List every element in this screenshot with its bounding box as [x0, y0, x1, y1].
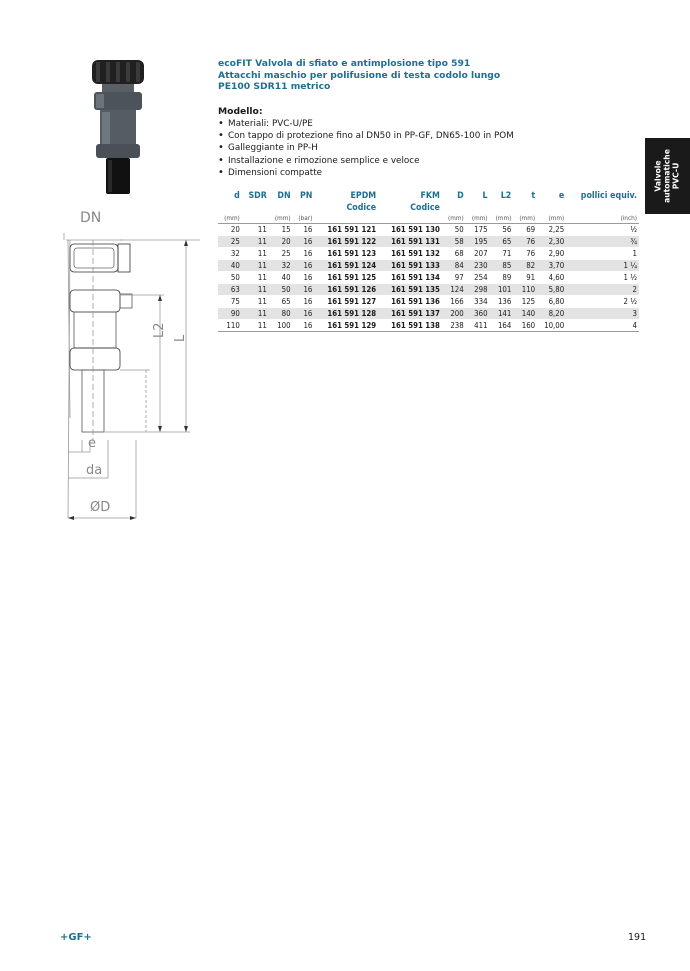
dim-dn-label: DN	[80, 210, 102, 226]
dim-d-label: ØD	[90, 500, 111, 515]
table-cell: 230	[466, 260, 490, 272]
table-cell: 32	[218, 248, 242, 260]
table-cell: 207	[466, 248, 490, 260]
col-header-sub: Codice	[346, 202, 377, 213]
unit-label: (inch)	[566, 214, 639, 224]
table-cell: 50	[442, 224, 466, 236]
table-cell: 75	[218, 296, 242, 308]
table-cell: 11	[242, 296, 269, 308]
table-cell: 40	[218, 260, 242, 272]
table-cell: 50	[269, 284, 293, 296]
table-cell: 65	[269, 296, 293, 308]
technical-drawing	[60, 200, 200, 529]
table-row	[218, 320, 639, 332]
table-cell: 2 ½	[566, 296, 639, 308]
table-cell: 84	[442, 260, 466, 272]
bullet-icon: •	[218, 130, 224, 142]
table-cell: 161 591 129	[314, 320, 378, 332]
table-cell: 11	[242, 320, 269, 332]
col-header-sub: Codice	[410, 202, 440, 213]
table-cell: 2,90	[537, 248, 566, 260]
table-cell: 58	[442, 236, 466, 248]
table-cell: 16	[293, 320, 315, 332]
table-cell: 16	[293, 260, 315, 272]
table-header-row	[218, 191, 639, 202]
table-cell: 161 591 130	[378, 224, 442, 236]
unit-label	[242, 214, 269, 224]
table-cell: 2,30	[537, 236, 566, 248]
table-cell: 69	[513, 224, 537, 236]
table-cell: 161 591 124	[314, 260, 378, 272]
table-cell: 175	[466, 224, 490, 236]
table-cell: 1	[566, 248, 639, 260]
table-cell: 85	[490, 260, 514, 272]
table-cell: 16	[293, 272, 315, 284]
col-header: DN	[277, 191, 291, 201]
title-line-3: PE100 SDR11 metrico	[218, 81, 331, 92]
title-line-2: Attacchi maschio per polifusione di testa codolo lungo	[218, 69, 501, 81]
col-header: e	[558, 191, 565, 201]
table-cell: 254	[466, 272, 490, 284]
model-label: Modello:	[218, 106, 263, 117]
table-cell: 164	[490, 320, 514, 332]
table-cell: 411	[466, 320, 490, 332]
dim-e-label: e	[88, 436, 96, 451]
table-cell: 161 591 137	[378, 308, 442, 320]
spec-table	[218, 191, 639, 332]
bullet-icon: •	[218, 154, 224, 166]
table-cell: 11	[242, 248, 269, 260]
table-cell: 63	[218, 284, 242, 296]
col-header: L	[482, 191, 488, 201]
bullet-icon: •	[218, 118, 224, 129]
table-cell: 161 591 126	[314, 284, 378, 296]
table-cell: 161 591 135	[378, 284, 442, 296]
table-row	[218, 248, 639, 260]
bullet-icon: •	[218, 142, 224, 154]
table-cell: 89	[490, 272, 514, 284]
unit-label	[378, 214, 442, 224]
table-cell: 100	[269, 320, 293, 332]
dim-da-label: da	[86, 463, 103, 478]
table-cell: 32	[269, 260, 293, 272]
table-cell: 141	[490, 308, 514, 320]
unit-label	[314, 214, 378, 224]
section-tab[interactable]	[645, 138, 690, 214]
table-row	[218, 296, 639, 308]
table-cell: 20	[218, 224, 242, 236]
table-cell: 200	[442, 308, 466, 320]
table-cell: 2,25	[537, 224, 566, 236]
title-line-1: ecoFIT Valvola di sfiato e antimplosione tipo 591	[218, 58, 471, 69]
table-cell: 56	[490, 224, 514, 236]
unit-label: (mm)	[490, 214, 514, 224]
table-cell: 4	[566, 320, 639, 332]
table-row	[218, 284, 639, 296]
feature-text: Materiali: PVC-U/PE	[228, 119, 313, 129]
table-cell: 161 591 128	[314, 308, 378, 320]
table-cell: ¾	[566, 236, 639, 248]
section-tab-label: Valvole automatiche PVC-U	[653, 149, 681, 203]
table-cell: 90	[218, 308, 242, 320]
table-cell: 161 591 132	[378, 248, 442, 260]
unit-label: (mm)	[269, 214, 293, 224]
table-cell: 15	[269, 224, 293, 236]
table-cell: 161 591 125	[314, 272, 378, 284]
col-header: FKM	[420, 191, 440, 201]
table-cell: 91	[513, 272, 537, 284]
table-row	[218, 236, 639, 248]
table-row	[218, 260, 639, 272]
table-cell: 16	[293, 308, 315, 320]
feature-list	[218, 118, 514, 179]
table-cell: 76	[513, 236, 537, 248]
bullet-icon: •	[218, 166, 224, 178]
page-number: 191	[628, 932, 647, 943]
table-cell: 10,00	[537, 320, 566, 332]
col-header: d	[234, 191, 240, 201]
table-cell: 161 591 131	[378, 236, 442, 248]
table-cell: 11	[242, 308, 269, 320]
table-cell: 334	[466, 296, 490, 308]
table-cell: 1 ½	[566, 272, 639, 284]
dim-l-label: L	[173, 334, 188, 342]
table-cell: 3,70	[537, 260, 566, 272]
table-units-row	[218, 214, 639, 224]
table-cell: 25	[218, 236, 242, 248]
feature-item	[218, 118, 514, 130]
table-cell: 11	[242, 224, 269, 236]
table-cell: 76	[513, 248, 537, 260]
unit-label: (mm)	[537, 214, 566, 224]
table-row	[218, 224, 639, 236]
table-header-row-2	[218, 202, 639, 214]
table-cell: 16	[293, 248, 315, 260]
table-cell: 5,80	[537, 284, 566, 296]
table-cell: 1 ¼	[566, 260, 639, 272]
product-title	[218, 58, 618, 93]
table-cell: 20	[269, 236, 293, 248]
table-cell: 11	[242, 236, 269, 248]
table-cell: 195	[466, 236, 490, 248]
feature-item	[218, 130, 514, 142]
feature-item	[218, 142, 514, 154]
unit-label: (bar)	[293, 214, 315, 224]
table-cell: 110	[513, 284, 537, 296]
table-cell: 8,20	[537, 308, 566, 320]
table-cell: 16	[293, 284, 315, 296]
feature-text: Installazione e rimozione semplice e veloce	[228, 155, 420, 166]
table-cell: 68	[442, 248, 466, 260]
table-cell: 161 591 121	[314, 224, 378, 236]
table-cell: 82	[513, 260, 537, 272]
col-header: PN	[299, 191, 313, 201]
table-cell: 6,80	[537, 296, 566, 308]
col-header: EPDM	[350, 191, 377, 201]
table-cell: 71	[490, 248, 514, 260]
table-cell: 16	[293, 296, 315, 308]
table-cell: 40	[269, 272, 293, 284]
table-cell: 4,60	[537, 272, 566, 284]
table-cell: 16	[293, 236, 315, 248]
table-cell: 140	[513, 308, 537, 320]
table-row	[218, 308, 639, 320]
table-cell: 124	[442, 284, 466, 296]
table-cell: 161 591 127	[314, 296, 378, 308]
gf-logo: +GF+	[60, 932, 92, 943]
table-cell: 2	[566, 284, 639, 296]
col-header: pollici equiv.	[580, 191, 637, 201]
feature-item	[218, 167, 514, 179]
feature-text: Dimensioni compatte	[228, 167, 323, 178]
feature-text: Galleggiante in PP-H	[228, 143, 318, 154]
unit-label: (mm)	[466, 214, 490, 224]
col-header: L2	[500, 191, 512, 201]
table-cell: 25	[269, 248, 293, 260]
table-cell: 16	[293, 224, 315, 236]
unit-label: (mm)	[218, 214, 242, 224]
table-cell: 136	[490, 296, 514, 308]
table-cell: 101	[490, 284, 514, 296]
table-cell: 161 591 138	[378, 320, 442, 332]
table-cell: 11	[242, 284, 269, 296]
feature-item	[218, 155, 514, 167]
dim-l2-label: L2	[152, 322, 167, 338]
col-header: SDR	[248, 191, 267, 201]
table-cell: 161 591 136	[378, 296, 442, 308]
table-cell: 110	[218, 320, 242, 332]
table-cell: 97	[442, 272, 466, 284]
table-cell: 11	[242, 272, 269, 284]
table-cell: 238	[442, 320, 466, 332]
table-cell: 166	[442, 296, 466, 308]
col-header: t	[531, 191, 536, 201]
table-cell: 11	[242, 260, 269, 272]
col-header: D	[457, 191, 464, 201]
table-cell: ½	[566, 224, 639, 236]
table-cell: 125	[513, 296, 537, 308]
table-row	[218, 272, 639, 284]
table-cell: 360	[466, 308, 490, 320]
table-cell: 161 591 123	[314, 248, 378, 260]
table-cell: 161 591 133	[378, 260, 442, 272]
product-photo	[88, 58, 152, 200]
table-cell: 80	[269, 308, 293, 320]
feature-text: Con tappo di protezione fino al DN50 in PP-GF, DN65-100 in POM	[228, 131, 514, 142]
table-cell: 298	[466, 284, 490, 296]
table-cell: 50	[218, 272, 242, 284]
table-cell: 161 591 134	[378, 272, 442, 284]
table-cell: 160	[513, 320, 537, 332]
unit-label: (mm)	[442, 214, 466, 224]
table-cell: 3	[566, 308, 639, 320]
unit-label: (mm)	[513, 214, 537, 224]
table-cell: 161 591 122	[314, 236, 378, 248]
table-cell: 65	[490, 236, 514, 248]
